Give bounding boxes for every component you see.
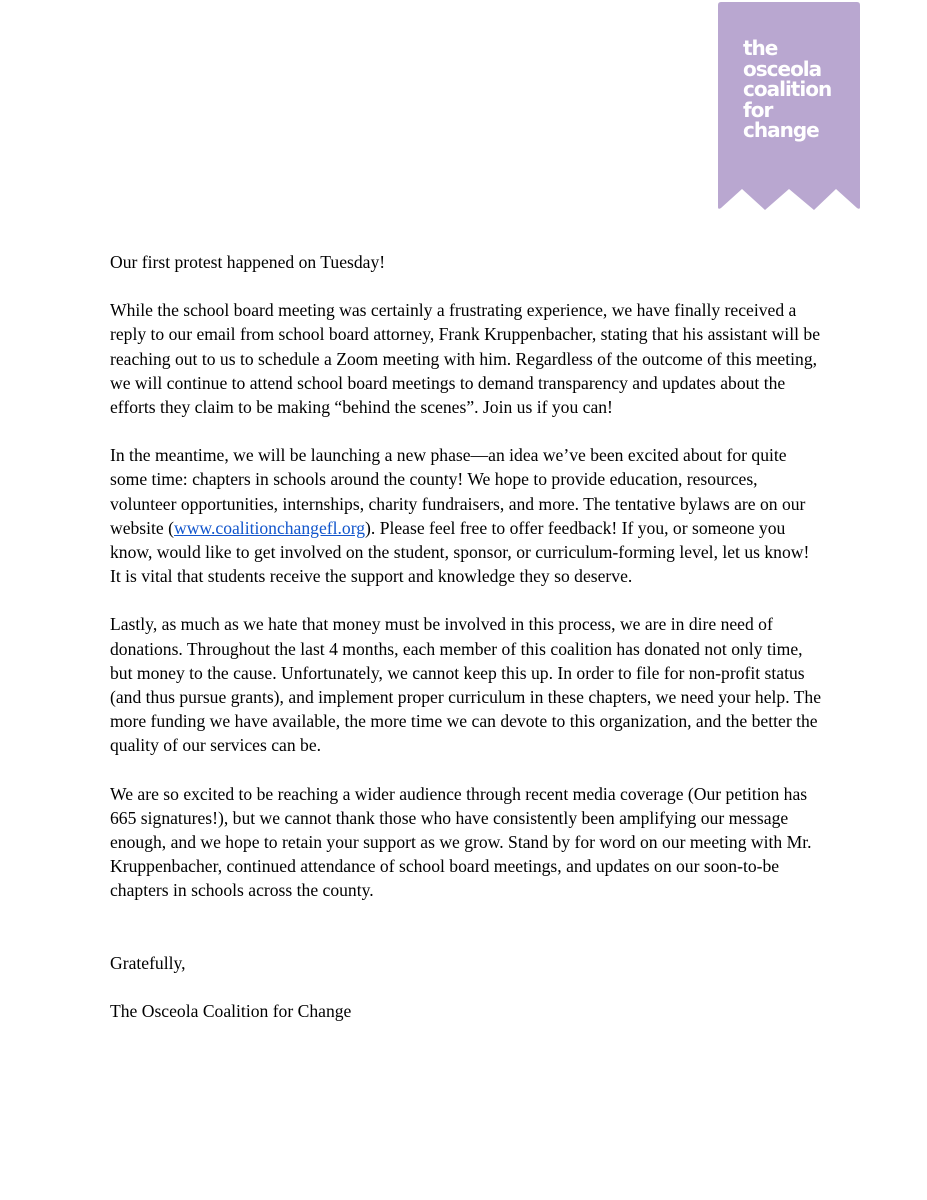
paragraph-donations: Lastly, as much as we hate that money must be involved in this process, we are in dire need of donations. Throughout the last 4 months, each member of this coalition has donated not only time, but money to the cause. Unfortunately, we cannot keep this up. In order to file for non-profit status (and thus pursue grants), and implement proper curriculum in these chapters, we need your help. The more funding we have available, the more time we can devote to this organization, and the better the quality of our services can be. — [110, 614, 822, 756]
logo-line: osceola — [743, 56, 822, 81]
logo-line: for — [743, 97, 773, 122]
paragraph-chapters-text-before: In the meantime, we will be launching a new phase—an idea we’ve been excited about for quite some time: chapters in schools around the county! We hope to provide education, resources, volunteer opportunities, internships, charity fundraisers, and more. The tentative bylaws are on our website ( — [110, 445, 806, 538]
paragraph-chapters — [110, 443, 822, 588]
paragraph-chapters-text-after: ). Please feel free to offer feedback! If you, or someone you know, would like to get involved on the student, sponsor, or curriculum-forming level, let us know! It is vital that students receive the support and knowledge they so deserve. — [110, 517, 810, 587]
logo-line: the — [743, 36, 778, 60]
website-link[interactable]: www.coalitionchangefl.org — [174, 517, 366, 538]
signature: The Osceola Coalition for Change — [110, 1000, 352, 1021]
opening-line: Our first protest happened on Tuesday! — [110, 252, 386, 272]
logo-line: change — [743, 118, 819, 142]
logo-wordmark — [743, 38, 831, 141]
logo-line: coalition — [743, 77, 832, 101]
closing-salutation: Gratefully, — [110, 952, 186, 973]
letter-body — [110, 250, 822, 1047]
paragraph-school-board: While the school board meeting was certainly a frustrating experience, we have finally received a reply to our email from school board attorney, Frank Kruppenbacher, stating that his assistant will be reaching out to us to schedule a Zoom meeting with him. Regardless of the outcome of this meeting, we will continue to attend school board meetings to demand transparency and updates about the efforts they claim to be making “behind the scenes”. Join us if you can! — [110, 300, 821, 418]
paragraph-media-coverage: We are so excited to be reaching a wider audience through recent media coverage (Our petition has 665 signatures!), but we cannot thank those who have consistently been amplifying our message enough, and we hope to retain your support as we grow. Stand by for word on our meeting with Mr. Kruppenbacher, continued attendance of school board meetings, and updates on our soon-to-be chapters in schools across the county. — [110, 783, 812, 901]
coalition-logo-banner — [718, 2, 860, 210]
